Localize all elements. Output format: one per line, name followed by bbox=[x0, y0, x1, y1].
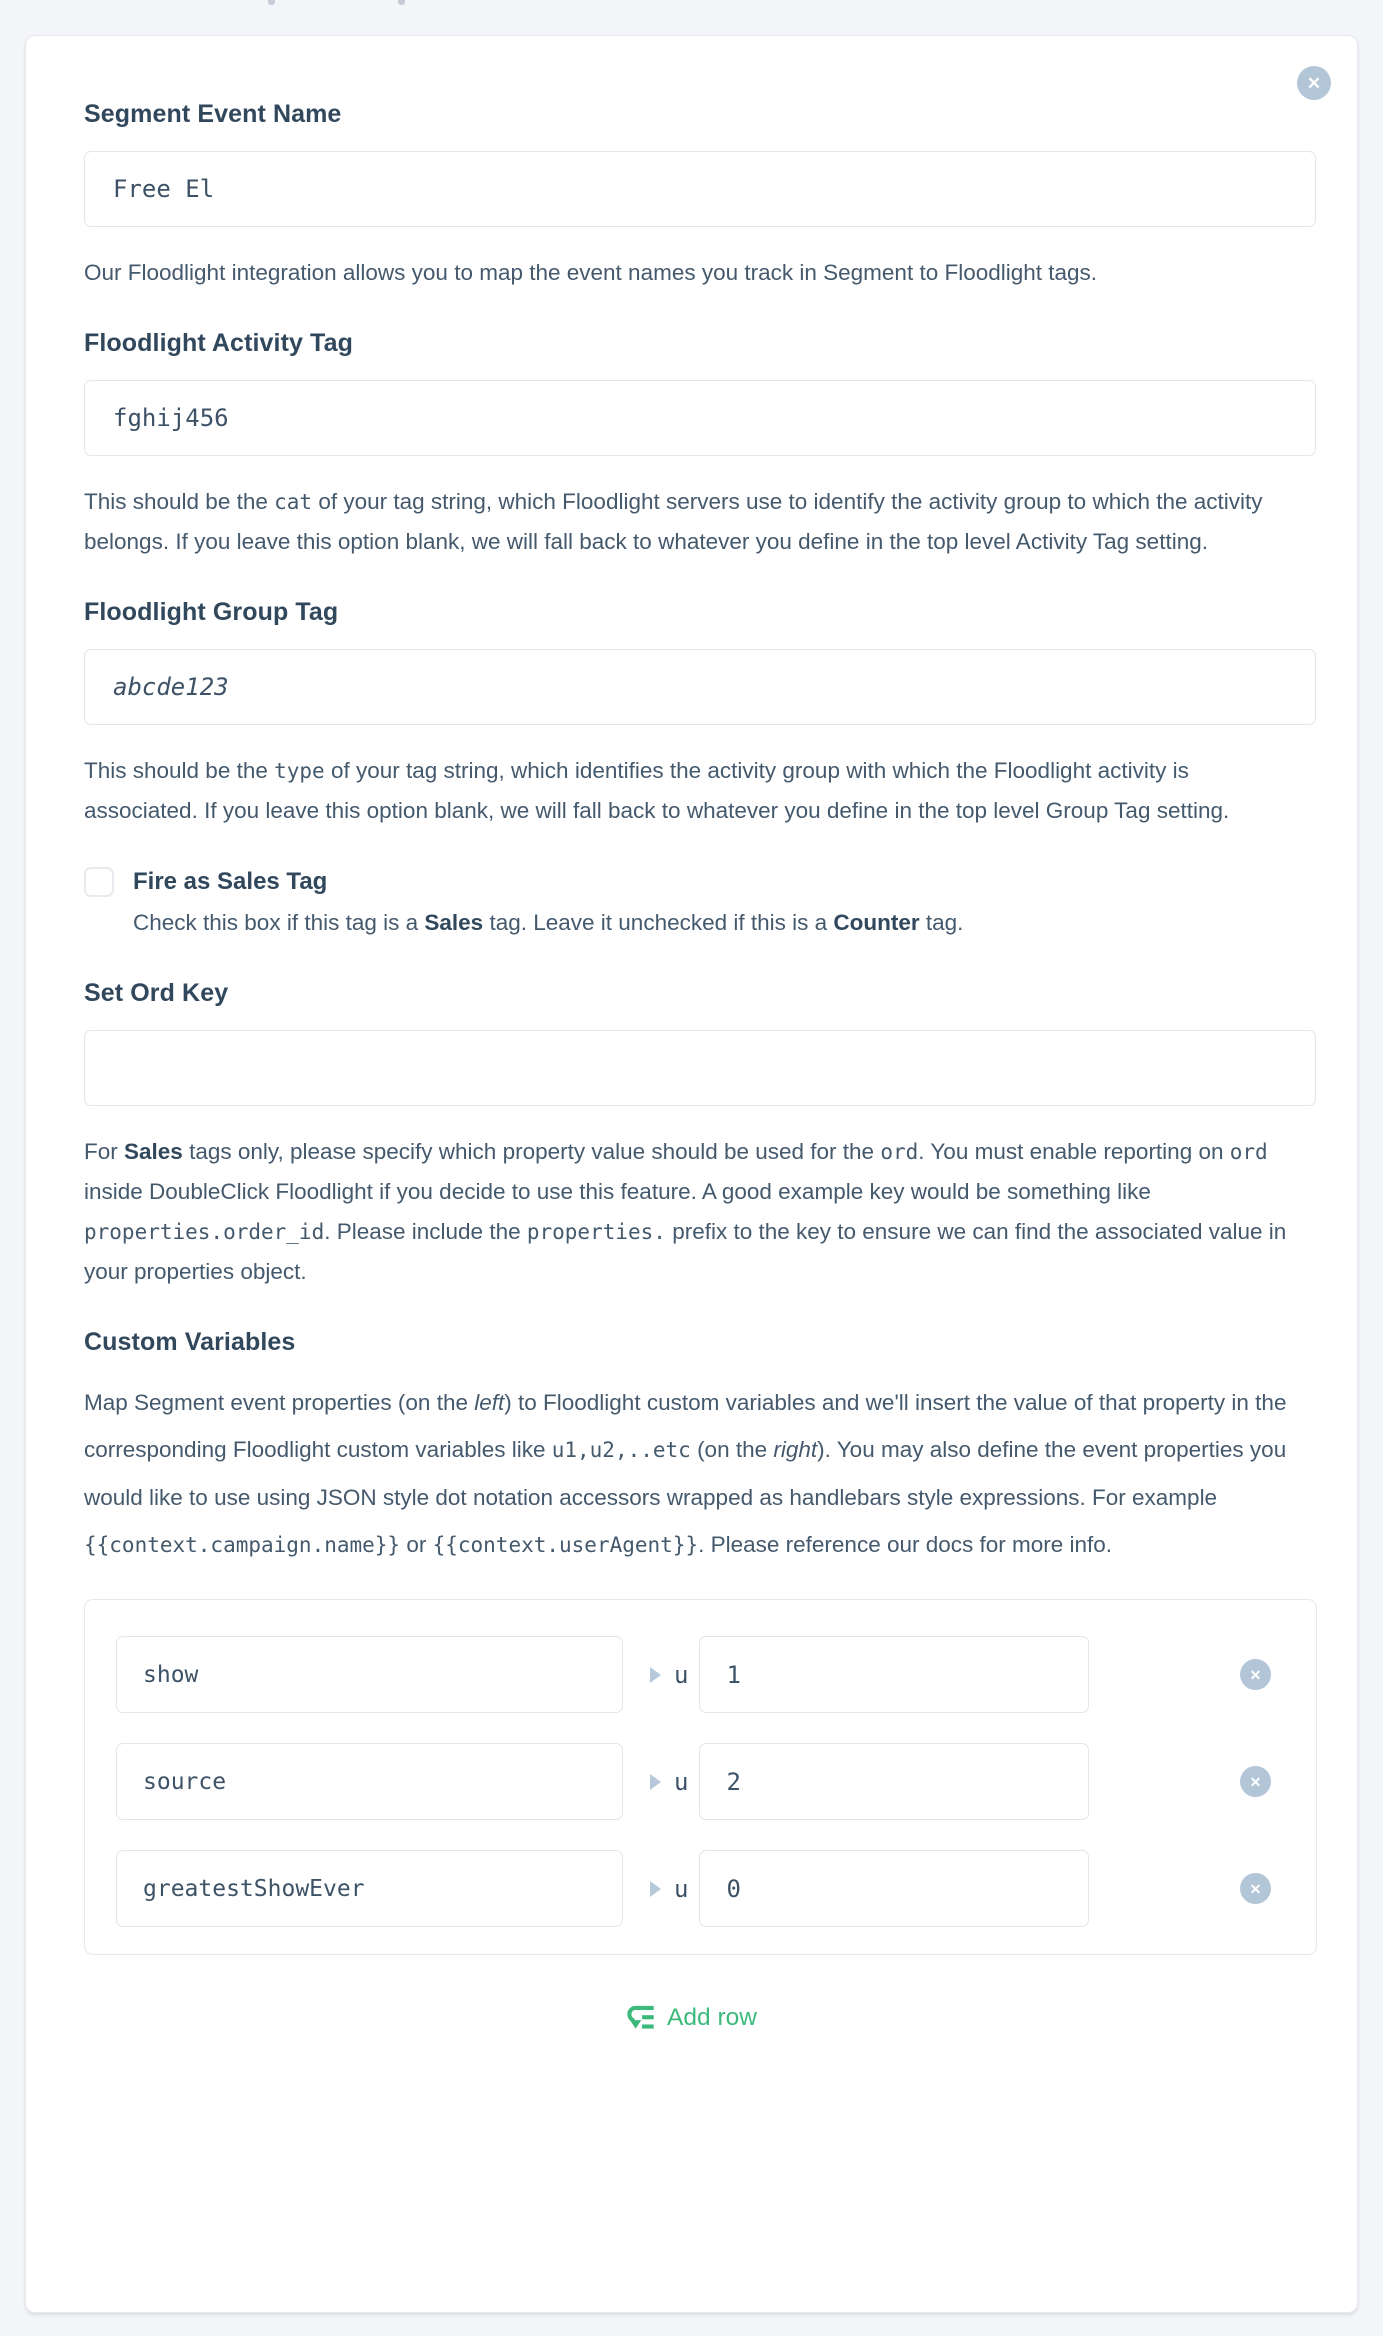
segment-event-name-help: Our Floodlight integration allows you to map the event names you track in Segment to Floodlight tags. bbox=[84, 260, 1098, 285]
close-icon: ✕ bbox=[1306, 73, 1322, 93]
property-input[interactable] bbox=[116, 1850, 623, 1927]
custom-variables-help: Map Segment event properties (on the left) to Floodlight custom variables and we'll insert the value of that property in the corresponding Floodlight custom variables like u1,u2,..etc (on the right). You may also define the event properties you would like to use using JSON style dot notation accessors wrapped as handlebars style expressions. For example {{context.campaign.name}} or {{context.userAgent}}. Please reference our docs for more info. bbox=[84, 1390, 1287, 1557]
insert-row-icon bbox=[624, 2002, 655, 2033]
segment-event-name-label: Segment Event Name bbox=[84, 100, 342, 128]
fire-as-sales-tag-checkbox[interactable] bbox=[84, 867, 114, 897]
activity-tag-help: This should be the cat of your tag string, which Floodlight servers use to identify the activity group to which the activity belongs. If you leave this option blank, we will fall back to whatever you define in the top level Activity Tag setting. bbox=[84, 489, 1263, 554]
ord-key-help: For Sales tags only, please specify which property value should be used for the ord. You must enable reporting on ord inside DoubleClick Floodlight if you decide to use this feature. A good example key would be something like properties.order_id. Please include the properties. prefix to the key to ensure we can find the associated value in your properties object. bbox=[84, 1139, 1287, 1284]
table-row bbox=[116, 1636, 1302, 1713]
ord-key-label: Set Ord Key bbox=[84, 979, 229, 1007]
activity-tag-label: Floodlight Activity Tag bbox=[84, 329, 353, 357]
u-prefix-label: u bbox=[674, 1767, 689, 1796]
close-icon: ✕ bbox=[1249, 1666, 1262, 1683]
add-row-label: Add row bbox=[667, 2003, 757, 2031]
activity-tag-input[interactable] bbox=[84, 380, 1316, 456]
arrow-right-icon bbox=[650, 1774, 661, 1790]
property-input[interactable] bbox=[116, 1743, 623, 1820]
segment-event-name-input[interactable] bbox=[84, 151, 1316, 227]
add-row-button[interactable] bbox=[624, 2002, 757, 2033]
table-row bbox=[116, 1743, 1302, 1820]
group-tag-label: Floodlight Group Tag bbox=[84, 598, 339, 626]
ord-key-input[interactable] bbox=[84, 1030, 1316, 1106]
sales-tag-section bbox=[84, 867, 1297, 943]
variable-number-input[interactable] bbox=[699, 1743, 1089, 1820]
modal-content bbox=[26, 36, 1357, 2038]
close-icon: ✕ bbox=[1249, 1880, 1262, 1897]
group-tag-help: This should be the type of your tag string, which identifies the activity group with which the Floodlight activity is associated. If you leave this option blank, we will fall back to whatever you define in the top level Group Tag setting. bbox=[84, 758, 1230, 823]
close-icon: ✕ bbox=[1249, 1773, 1262, 1790]
fire-as-sales-tag-label: Fire as Sales Tag bbox=[133, 868, 328, 895]
clipped-text-artifact bbox=[398, 0, 405, 5]
u-prefix-label: u bbox=[674, 1874, 689, 1903]
table-row bbox=[116, 1850, 1302, 1927]
delete-row-button[interactable] bbox=[1240, 1873, 1271, 1904]
floodlight-event-modal bbox=[25, 35, 1358, 2313]
variable-number-input[interactable] bbox=[699, 1850, 1089, 1927]
fire-as-sales-tag-help: Check this box if this tag is a Sales tag. Leave it unchecked if this is a Counter tag. bbox=[133, 910, 964, 935]
arrow-right-icon bbox=[650, 1881, 661, 1897]
delete-row-button[interactable] bbox=[1240, 1659, 1271, 1690]
custom-variables-label: Custom Variables bbox=[84, 1328, 296, 1356]
delete-row-button[interactable] bbox=[1240, 1766, 1271, 1797]
arrow-right-icon bbox=[650, 1667, 661, 1683]
variable-number-input[interactable] bbox=[699, 1636, 1089, 1713]
group-tag-input[interactable] bbox=[84, 649, 1316, 725]
property-input[interactable] bbox=[116, 1636, 623, 1713]
custom-variables-table bbox=[84, 1599, 1317, 1955]
clipped-text-artifact bbox=[268, 0, 275, 5]
u-prefix-label: u bbox=[674, 1660, 689, 1689]
